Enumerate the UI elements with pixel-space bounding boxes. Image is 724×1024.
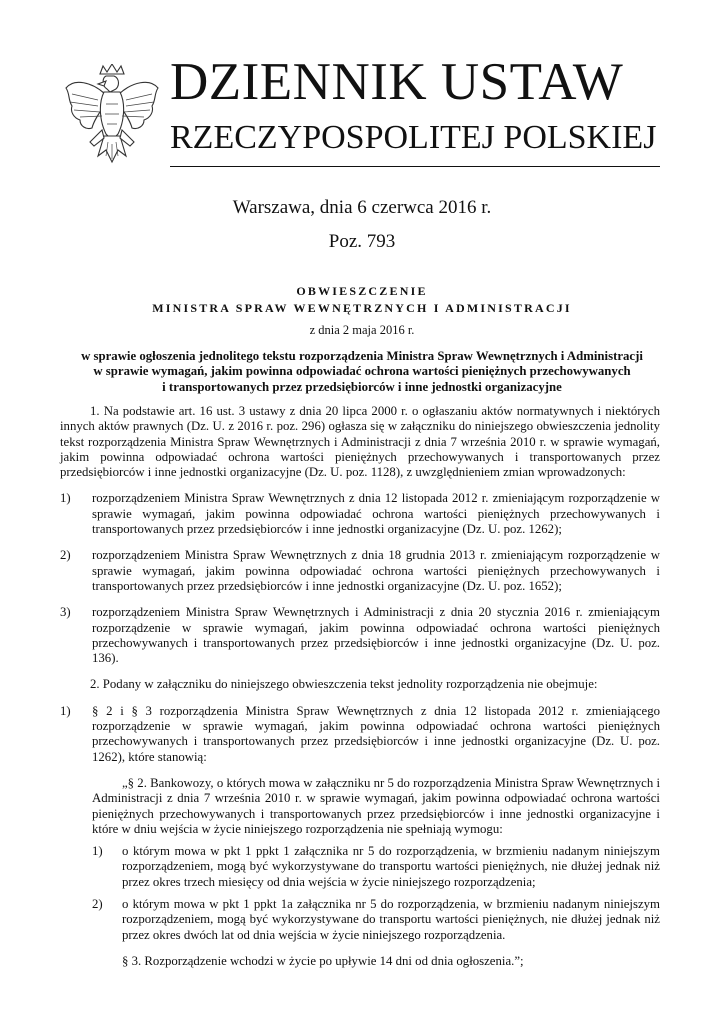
header-divider [170, 166, 660, 167]
paragraph-2: 2. Podany w załączniku do niniejszego obwieszczenia tekst jednolity rozporządzenia nie obejmuje: [90, 677, 598, 692]
list-item [60, 605, 660, 666]
quoted-list-item [92, 897, 660, 943]
list-item-number: 1) [60, 491, 71, 506]
journal-title: DZIENNIK USTAW [170, 53, 624, 111]
issuing-authority: MINISTRA SPRAW WEWNĘTRZNYCH I ADMINISTRACJI [152, 301, 572, 315]
list-item-number: 1) [60, 703, 71, 718]
quoted-provisions [92, 776, 660, 969]
journal-subtitle: RZECZYPOSPOLITEJ POLSKIEJ [170, 119, 657, 156]
quoted-list-item [92, 844, 660, 890]
list-item-text: rozporządzeniem Ministra Spraw Wewnętrznych z dnia 18 grudnia 2013 r. zmieniającym rozporządzenie w sprawie wymagań, jakim powinna odpowiadać ochrona wartości pieniężnych przechowywanych i transportowanych przez przedsiębiorców i inne jednostki organizacyjne (Dz. U. poz. 1652); [92, 548, 660, 593]
list-item [60, 704, 660, 765]
list-item-text: o którym mowa w pkt 1 ppkt 1 załącznika nr 5 do rozporządzenia, w brzmieniu nadanym niniejszym rozporządzeniem, mogą być wykorzystywane do transportu wartości pieniężnych, nie dłużej jednak niż przez okres trzech miesięcy od dnia wejścia w życie niniejszego rozporządzenia; [122, 844, 660, 889]
list-item-text: rozporządzeniem Ministra Spraw Wewnętrznych i Administracji z dnia 20 stycznia 2016 r. zmieniającym rozporządzenie w sprawie wymagań, jakim powinna odpowiadać ochrona wartości pieniężnych przechowywanych i transportowanych przez przedsiębiorców i inne jednostki organizacyjne (Dz. U. poz. 136). [92, 605, 660, 666]
list-item-number: 2) [92, 897, 103, 912]
list-item-text: § 2 i § 3 rozporządzenia Ministra Spraw Wewnętrznych z dnia 12 listopada 2012 r. zmieniającego rozporządzenie w sprawie wymagań, jakim powinna odpowiadać ochrona wartości pieniężnych przechowywanych i transportowanych przez przedsiębiorców i inne jednostki organizacyjne (Dz. U. poz. 1262), które stanowią: [92, 703, 660, 764]
document-subject [0, 349, 724, 395]
list-item-number: 3) [60, 605, 71, 620]
document-type-heading: OBWIESZCZENIE [296, 284, 428, 298]
quoted-final-paragraph: § 3. Rozporządzenie wchodzi w życie po upływie 14 dni od dnia ogłoszenia.”; [122, 953, 524, 968]
subject-line: w sprawie ogłoszenia jednolitego tekstu rozporządzenia Ministra Spraw Wewnętrznych i Administracji [81, 349, 643, 363]
document-date: z dnia 2 maja 2016 r. [309, 323, 415, 337]
list-item [60, 491, 660, 537]
list-item-number: 2) [60, 548, 71, 563]
list-item [60, 548, 660, 594]
document-body [60, 404, 660, 969]
subject-line: w sprawie wymagań, jakim powinna odpowiadać ochrona wartości pieniężnych przechowywanych [93, 364, 631, 379]
polish-eagle-emblem-icon [62, 64, 162, 166]
publication-date: Warszawa, dnia 6 czerwca 2016 r. [232, 197, 492, 218]
list-item-text: o którym mowa w pkt 1 ppkt 1a załącznika nr 5 do rozporządzenia, w brzmieniu nadanym niniejszym rozporządzeniem, mogą być wykorzystywane do transportu wartości pieniężnych, nie dłużej jednak niż przez okres dwóch lat od dnia wejścia w życie niniejszego rozporządzenia. [122, 897, 660, 942]
position-number: Poz. 793 [328, 231, 396, 252]
quoted-paragraph: „§ 2. Bankowozy, o których mowa w załączniku nr 5 do rozporządzenia Ministra Spraw Wewnętrznych i Administracji z dnia 7 września 2010 r. w sprawie wymagań, jakim powinna odpowiadać ochrona wartości pieniężnych przechowywanych i transportowanych przez przedsiębiorców i inne jednostki organizacyjne i które w dniu wejścia w życie niniejszego rozporządzenia nie spełniają wymogu: [92, 775, 660, 836]
subject-line: i transportowanych przez przedsiębiorców i inne jednostki organizacyjne [162, 379, 562, 394]
list-item-number: 1) [92, 844, 103, 859]
list-item-text: rozporządzeniem Ministra Spraw Wewnętrznych z dnia 12 listopada 2012 r. zmieniającym rozporządzenie w sprawie wymagań, jakim powinna odpowiadać ochrona wartości pieniężnych przechowywanych i transportowanych przez przedsiębiorców i inne jednostki organizacyjne (Dz. U. poz. 1262); [92, 491, 660, 537]
paragraph-1: 1. Na podstawie art. 16 ust. 3 ustawy z dnia 20 lipca 2000 r. o ogłaszaniu aktów normatywnych i niektórych innych aktów prawnych (Dz. U. z 2016 r. poz. 296) ogłasza się w załączniku do niniejszego obwieszczenia jednolity tekst rozporządzenia Ministra Spraw Wewnętrznych i Administracji z dnia 7 września 2010 r. w sprawie wymagań, jakim powinna odpowiadać ochrona wartości pieniężnych przechowywanych i transportowanych przez przedsiębiorców i inne jednostki organizacyjne (Dz. U. poz. 1128), z uwzględnieniem zmian wprowadzonych: [60, 404, 660, 480]
